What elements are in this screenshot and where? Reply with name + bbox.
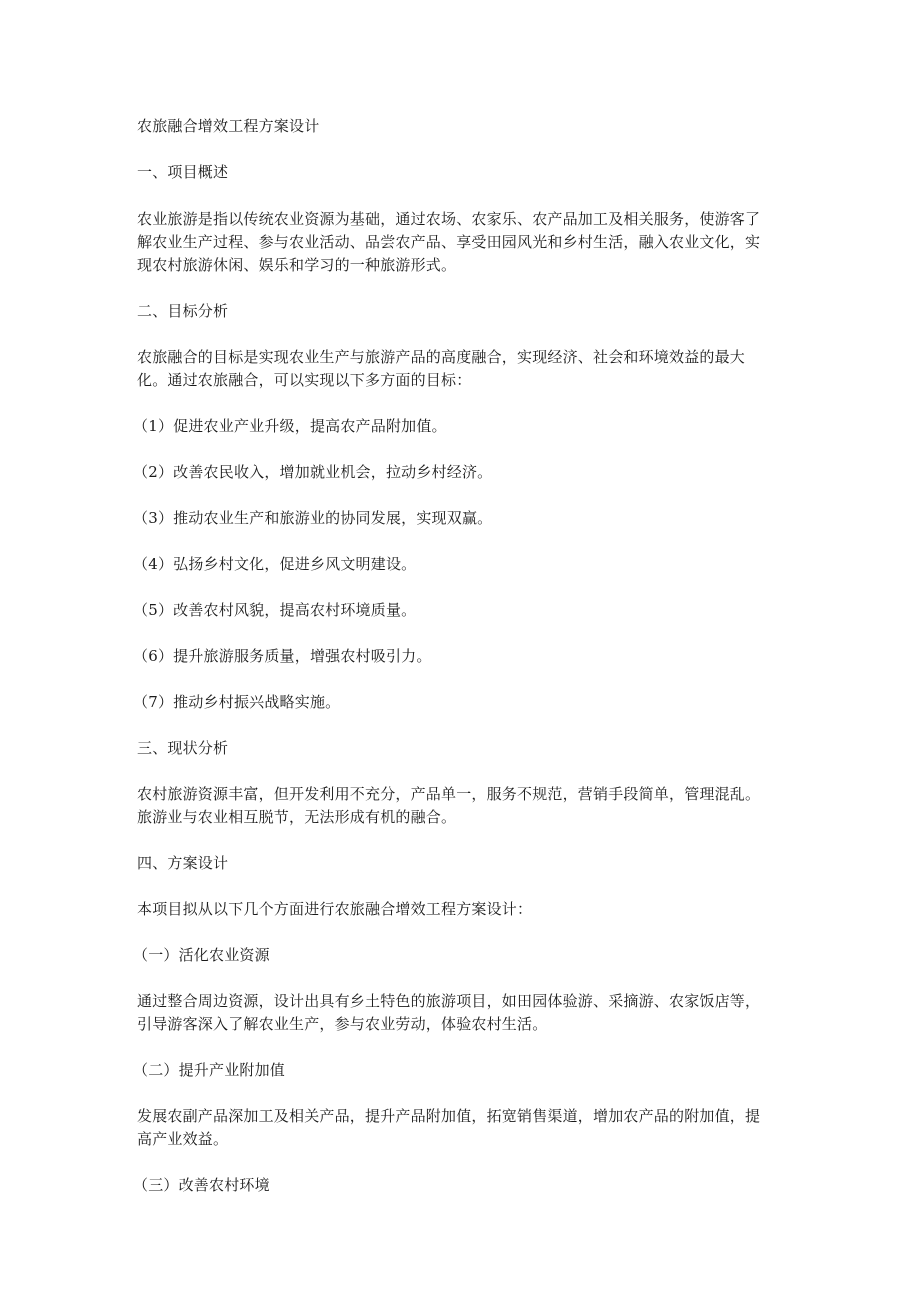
section-heading-status: 三、现状分析 [137,739,229,757]
list-item-goal-2: （2）改善农民收入，增加就业机会，拉动乡村经济。 [133,463,493,481]
subsection-heading-2: （二）提升产业附加值 [133,1061,286,1079]
section-heading-design: 四、方案设计 [137,854,229,872]
list-item-goal-4: （4）弘扬乡村文化，促进乡风文明建设。 [133,555,417,573]
paragraph-subsection-2: 发展农副产品深加工及相关产品，提升产品附加值，拓宽销售渠道，增加农产品的附加值，提高产业效益。 [137,1107,761,1148]
paragraph-status: 农村旅游资源丰富，但开发利用不充分，产品单一，服务不规范，营销手段简单，管理混乱。旅游业与农业相互脱节，无法形成有机的融合。 [137,785,761,826]
list-item-goal-1: （1）促进农业产业升级，提高农产品附加值。 [133,417,447,435]
section-heading-goals: 二、目标分析 [137,302,229,320]
paragraph-subsection-1: 通过整合周边资源，设计出具有乡土特色的旅游项目，如田园体验游、采摘游、农家饭店等，引导游客深入了解农业生产，参与农业劳动，体验农村生活。 [137,992,761,1033]
subsection-heading-1: （一）活化农业资源 [133,946,270,964]
document-title: 农旅融合增效工程方案设计 [137,117,320,135]
paragraph-design: 本项目拟从以下几个方面进行农旅融合增效工程方案设计： [137,900,533,918]
list-item-goal-3: （3）推动农业生产和旅游业的协同发展，实现双赢。 [133,509,493,527]
paragraph-goals: 农旅融合的目标是实现农业生产与旅游产品的高度融合，实现经济、社会和环境效益的最大化。通过农旅融合，可以实现以下多方面的目标： [137,348,746,389]
list-item-goal-5: （5）改善农村风貌，提高农村环境质量。 [133,601,417,619]
paragraph-overview: 农业旅游是指以传统农业资源为基础，通过农场、农家乐、农产品加工及相关服务，使游客了解农业生产过程、参与农业活动、品尝农产品、享受田园风光和乡村生活，融入农业文化，实现农村旅游休闲、娱乐和学习的一种旅游形式。 [137,210,761,274]
section-heading-overview: 一、项目概述 [137,163,229,181]
list-item-goal-7: （7）推动乡村振兴战略实施。 [133,693,341,711]
list-item-goal-6: （6）提升旅游服务质量，增强农村吸引力。 [133,647,432,665]
subsection-heading-3: （三）改善农村环境 [133,1176,270,1194]
